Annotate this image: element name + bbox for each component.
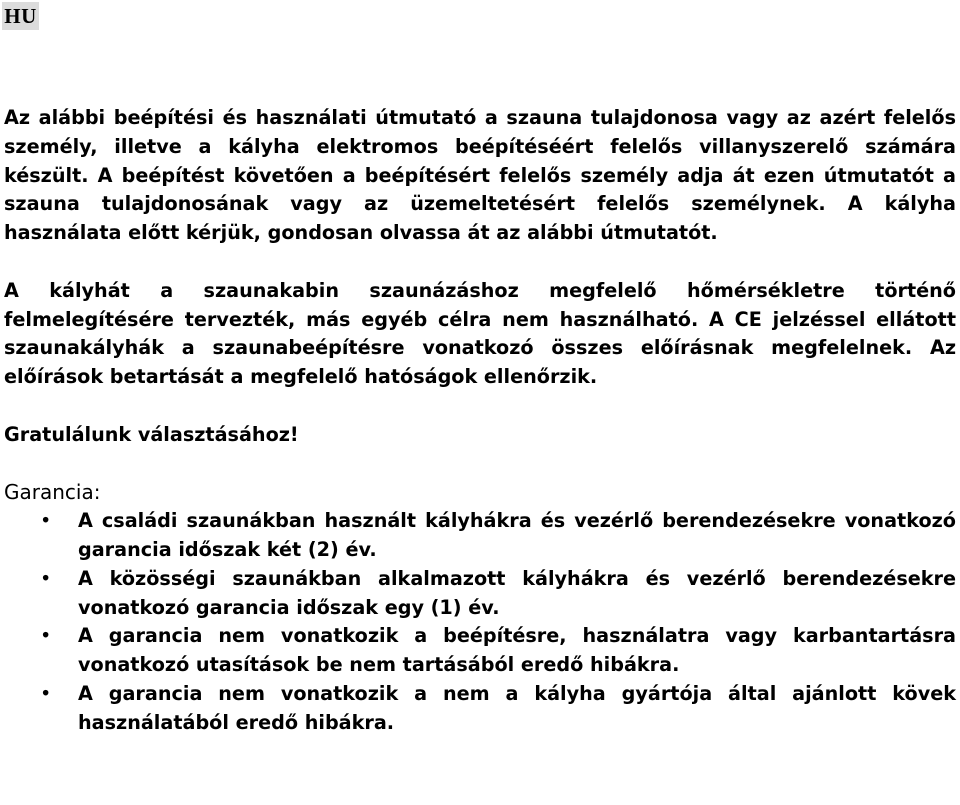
warranty-item <box>4 680 956 738</box>
purpose-paragraph: A kályhát a szaunakabin szaunázáshoz megfelelő hőmérsékletre történő felmelegítésére tervezték, más egyéb célra nem használható. A CE jelzéssel ellátott szaunakályhák a szaunabeépítésre vonatkozó összes előírásnak megfelelnek. Az előírások betartását a megfelelő hatóságok ellenőrzik. <box>4 278 956 389</box>
warranty-item <box>4 565 956 623</box>
language-badge: HU <box>2 2 39 30</box>
warranty-item <box>4 507 956 565</box>
bullet-icon: • <box>40 566 52 590</box>
warranty-item <box>4 622 956 680</box>
warranty-item-text: A garancia nem vonatkozik a nem a kályha gyártója által ajánlott kövek használatából eredő hibákra. <box>78 681 956 734</box>
warranty-item-text: A családi szaunákban használt kályhákra és vezérlő berendezésekre vonatkozó garancia időszak két (2) év. <box>78 509 956 561</box>
warranty-item-text: A garancia nem vonatkozik a beépítésre, használatra vagy karbantartásra vonatkozó utasítások be nem tartásából eredő hibákra. <box>78 624 956 677</box>
warranty-item-text: A közösségi szaunákban alkalmazott kályhákra és vezérlő berendezésekre vonatkozó garancia időszak egy (1) év. <box>78 566 956 619</box>
document-body <box>4 104 956 738</box>
warranty-heading: Garancia: <box>4 480 101 505</box>
bullet-icon: • <box>40 509 52 533</box>
warranty-list <box>4 507 956 737</box>
congratulations-text: Gratulálunk választásához! <box>4 422 299 446</box>
intro-paragraph: Az alábbi beépítési és használati útmutató a szauna tulajdonosa vagy az azért felelős személy, illetve a kályha elektromos beépítéséért felelős villanyszerelő számára készült. A beépítést követően a beépítésért felelős személy adja át ezen útmutatót a szauna tulajdonosának vagy az üzemeltetésért felelős személynek. A kályha használata előtt kérjük, gondosan olvassa át az alábbi útmutatót. <box>4 106 956 245</box>
bullet-icon: • <box>40 681 52 705</box>
bullet-icon: • <box>40 624 52 648</box>
